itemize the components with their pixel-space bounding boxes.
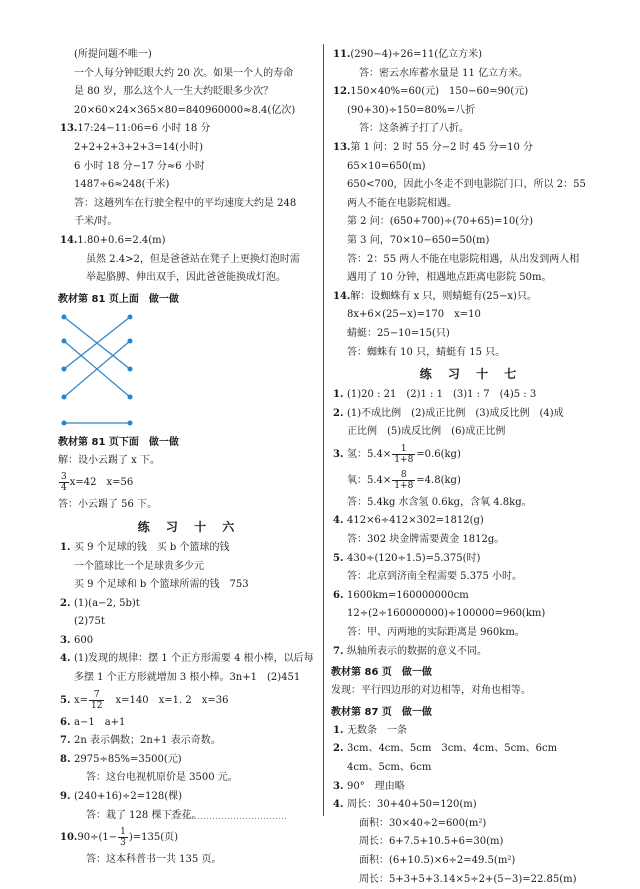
match-dot — [62, 314, 67, 319]
text-line: (2)75t — [74, 616, 105, 628]
match-dot — [128, 394, 133, 399]
item-number: 8. — [60, 753, 71, 765]
text-line: 答：密云水库蓄水量是 11 亿立方米。 — [359, 67, 529, 79]
answer-10: 10.90÷(1− $\frac{1}{3}$ )=135(页) — [58, 825, 320, 851]
answer-1: 1. 无数条 一条 — [331, 722, 611, 741]
answer-5: 5. x= $\frac{7}{12}$ x=140 x=1. 2 x=36 — [58, 688, 320, 714]
exercise-title: 练 习 十 七 — [419, 367, 523, 382]
answer-4: 4. 412×6÷412×302=1812(g) — [331, 512, 611, 531]
text-line: 17:24−11:06=6 小时 18 分 — [77, 123, 211, 135]
text-line: 正比例 (5)成反比例 (6)成正比例 — [347, 426, 506, 438]
answer-14: 14.解：设蜘蛛有 x 只，则蜻蜓有(25−x)只。 — [331, 288, 611, 307]
answer-8: 8. 2975÷85%=3500(元) — [58, 751, 320, 770]
text-line: 答：5.4kg 水含氢 0.6kg，含氧 4.8kg。 — [347, 496, 532, 508]
text-line: 答：2：55 两人不能在电影院相遇，从出发到两人相 — [347, 253, 580, 265]
text-line: 答：小云踢了 56 下。 — [58, 499, 158, 511]
fraction: $\frac{1}{1+8}$ — [394, 443, 414, 465]
equation-line: 氧：5.4× $\frac{8}{1+8}$ =4.8(kg) — [347, 469, 461, 491]
item-number: 6. — [333, 589, 344, 601]
text-line: 发现：平行四边形的对边相等，对角也相等。 — [331, 685, 531, 697]
answer-3: 3. 600 — [58, 632, 320, 651]
answer-4: 4. 周长：30+40+50=120(m) — [331, 796, 611, 815]
item-number: 7. — [333, 645, 344, 657]
item-number: 12. — [333, 86, 351, 98]
item-number: 2. — [333, 743, 344, 755]
fraction: $\frac{1}{3}$ — [120, 827, 126, 849]
item-number: 7. — [60, 735, 71, 747]
answer-12: 12.150×40%=60(元) 150−60=90(元) — [331, 83, 611, 102]
match-dot — [62, 366, 67, 371]
item-number: 4. — [333, 515, 344, 527]
text-line: 一个篮球比一个足球贵多少元 — [74, 560, 204, 572]
equation-line: $\frac{3}{4}$ x=42 x=56 — [61, 472, 134, 494]
matching-diagram — [58, 311, 138, 429]
section-heading: 教材第 87 页 做一做 — [331, 706, 432, 718]
item-number: 9. — [60, 791, 71, 803]
exercise-title: 练 习 十 六 — [137, 519, 241, 534]
item-number: 10. — [60, 832, 78, 844]
text-line: 面积：30×40÷2=600(m²) — [359, 817, 487, 829]
text-line: 多摆 1 个正方形就增加 3 根小棒。3n+1 (2)451 — [74, 672, 301, 684]
answer-5: 5. 430÷(120÷1.5)=5.375(时) — [331, 550, 611, 569]
text-line: 4cm、5cm、6cm — [347, 762, 432, 773]
answer-6: 6. a−1 a+1 — [58, 714, 320, 733]
text-line: 周长：6+7.5+10.5+6=30(m) — [359, 836, 504, 848]
text-line: 答：这台电视机原价是 3500 元。 — [86, 772, 238, 784]
fraction: $\frac{7}{12}$ — [91, 689, 103, 711]
text-line: 蜻蜓：25−10=15(只) — [347, 327, 450, 339]
text-line: 6 小时 18 分−17 分≈6 小时 — [74, 160, 205, 172]
answer-13: 13.第 1 问：2 时 55 分−2 时 45 分=10 分 — [331, 139, 611, 158]
text-line: 一个人每分钟眨眼大约 20 次。如果一个人的寿命 — [74, 67, 294, 79]
item-number: 2. — [60, 597, 71, 609]
item-number: 11. — [333, 49, 351, 60]
item-number: 14. — [333, 290, 351, 302]
item-number: 3. — [333, 780, 344, 792]
column-divider — [323, 44, 324, 816]
text-line: 买 9 个足球和 b 个篮球所需的钱 753 — [74, 579, 249, 591]
right-column — [331, 46, 611, 889]
text-line: 2+2+2+3+2+3=14(小时) — [74, 141, 203, 153]
match-dot — [62, 394, 67, 399]
text-line: 面积：(6+10.5)×6÷2=49.5(m²) — [359, 854, 516, 866]
text-line: (90+30)÷150=80%=八折 — [347, 104, 476, 116]
item-number: 13. — [60, 123, 78, 135]
text-line: 遇用了 10 分钟，相遇地点距离电影院 50m。 — [347, 272, 552, 284]
text-line: 解：设小云踢了 x 下。 — [58, 454, 160, 466]
text-line: 20×60×24×365×80=840960000≈8.4(亿次) — [74, 104, 296, 116]
text-line: 答：这条裤子打了八折。 — [359, 123, 469, 135]
text-line: (所提问题不唯一) — [74, 49, 152, 60]
text-line: 是 80 岁，那么这个人一生大约眨眼多少次？ — [74, 86, 274, 98]
item-number: 5. — [60, 694, 71, 706]
answer-4: 4. (1)发现的规律：摆 1 个正方形需要 4 根小棒，以后每 — [58, 650, 320, 669]
text-line: 两人不能在电影院相遇。 — [347, 197, 457, 209]
section-heading: 教材第 86 页 做一做 — [331, 667, 432, 679]
answer-7: 7. 纵轴所表示的数据的意义不同。 — [331, 643, 611, 662]
text-line: 第 3 问，70×10−650=50(m) — [347, 234, 490, 246]
answer-2: 2. (1)不成比例 (2)成正比例 (3)成反比例 (4)成 — [331, 405, 611, 424]
match-dot — [62, 338, 67, 343]
text-line: 8x+6×(25−x)=170 x=10 — [347, 309, 481, 321]
fraction: $\frac{8}{1+8}$ — [394, 469, 414, 491]
text-line: 答：302 块金牌需要黄金 1812g。 — [347, 534, 505, 546]
fraction: $\frac{3}{4}$ — [61, 472, 67, 494]
text-line: 65×10=650(m) — [347, 160, 426, 172]
text-line: 答：甲、丙两地的实际距离是 960km。 — [347, 627, 525, 639]
text-line: 千米/时。 — [74, 216, 118, 228]
answer-2: 2. 3cm、4cm、5cm 3cm、4cm、5cm、6cm — [331, 740, 611, 759]
item-number: 4. — [333, 799, 344, 811]
answer-9: 9. (240+16)÷2=128(棵) — [58, 788, 320, 807]
text-line: 答：这本科普书一共 135 页。 — [86, 854, 222, 866]
text-line: 周长：5+3+5+3.14×5÷2+(5−3)=22.85(m) — [359, 873, 577, 885]
match-dot — [128, 314, 133, 319]
text-line: 1.80+0.6=2.4(m) — [77, 234, 166, 246]
item-number: 1. — [333, 724, 344, 736]
item-number: 3. — [60, 634, 71, 646]
answer-1: 1. 买 9 个足球的钱 买 b 个篮球的钱 — [58, 539, 320, 558]
item-number: 6. — [60, 716, 71, 728]
text-line: 虽然 2.4>2，但是爸爸站在凳子上更换灯泡时需 — [86, 253, 300, 265]
section-heading: 教材第 81 页下面 做一做 — [58, 436, 179, 448]
answer-2: 2. (1)(a−2, 5b)t — [58, 595, 320, 614]
match-dot — [128, 420, 133, 425]
item-number: 1. — [60, 541, 71, 553]
match-dot — [128, 366, 133, 371]
item-number: 13. — [333, 141, 351, 153]
answer-13 — [58, 120, 320, 139]
item-number: 2. — [333, 407, 344, 419]
item-number: 4. — [60, 653, 71, 665]
match-dot — [128, 338, 133, 343]
text-line: 答：栽了 128 棵下香花。 — [86, 809, 202, 821]
answer-6: 6. 1600km=160000000cm — [331, 587, 611, 606]
answer-3: 3. 氢：5.4× $\frac{1}{1+8}$ =0.6(kg) — [331, 442, 611, 468]
section-heading: 教材第 81 页上面 做一做 — [58, 293, 179, 305]
match-dot — [62, 420, 67, 425]
text-line: 第 2 问：(650+700)÷(70+65)=10(分) — [347, 216, 533, 228]
answer-11: 11.(290−4)÷26=11(亿立方米) — [331, 46, 611, 65]
text-line: 举起胳膊、伸出双手，因此爸爸能换成灯泡。 — [86, 272, 286, 284]
answer-1: 1. (1)20 : 21 (2)1 : 1 (3)1 : 7 (4)5 : 3 — [331, 386, 611, 405]
item-number: 1. — [333, 389, 344, 401]
item-number: 5. — [333, 552, 344, 564]
item-number: 14. — [60, 234, 78, 246]
text-line: 650<700，因此小冬走不到电影院门口，所以 2：55 — [347, 179, 586, 191]
text-line: 12÷(2÷160000000)÷100000=960(km) — [347, 608, 546, 620]
page-footer: ………………………………… — [170, 812, 287, 822]
item-number: 3. — [333, 448, 344, 460]
text-line: 答：这趟列车在行驶全程中的平均速度大约是 248 — [74, 197, 297, 209]
text-line: 答：蜘蛛有 10 只，蜻蜓有 15 只。 — [347, 346, 506, 358]
answer-3: 3. 90° 理由略 — [331, 778, 611, 797]
left-column — [58, 46, 320, 870]
text-line: 1487÷6≈248(千米) — [74, 179, 170, 191]
answer-14 — [58, 232, 320, 251]
answer-7: 7. 2n 表示偶数；2n+1 表示奇数。 — [58, 732, 320, 751]
text-line: 答：北京到济南全程需要 5.375 小时。 — [347, 571, 522, 583]
